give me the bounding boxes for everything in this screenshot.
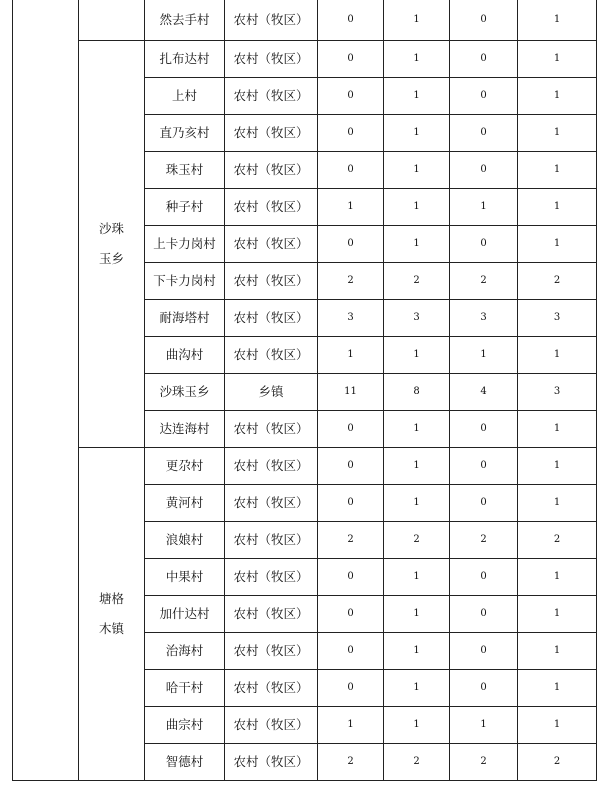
value-cell-1: 0	[318, 485, 384, 522]
area-type-cell: 农村（牧区）	[225, 559, 318, 596]
value-cell-4: 1	[518, 485, 597, 522]
village-name-cell: 种子村	[145, 189, 225, 226]
village-name-cell: 曲沟村	[145, 337, 225, 374]
value-cell-1: 2	[318, 263, 384, 300]
table-row	[13, 0, 597, 41]
value-cell-3: 2	[450, 522, 518, 559]
value-cell-2: 1	[384, 448, 450, 485]
value-cell-2: 1	[384, 596, 450, 633]
value-cell-4: 1	[518, 0, 597, 41]
value-cell-1: 2	[318, 522, 384, 559]
value-cell-3: 0	[450, 670, 518, 707]
value-cell-2: 1	[384, 485, 450, 522]
value-cell-3: 0	[450, 152, 518, 189]
value-cell-4: 1	[518, 707, 597, 744]
area-type-cell: 农村（牧区）	[225, 41, 318, 78]
value-cell-4: 3	[518, 300, 597, 337]
town-cell	[79, 448, 145, 781]
value-cell-1: 1	[318, 337, 384, 374]
village-name-cell: 中果村	[145, 559, 225, 596]
area-type-cell: 农村（牧区）	[225, 115, 318, 152]
value-cell-4: 1	[518, 152, 597, 189]
value-cell-3: 0	[450, 115, 518, 152]
area-type-cell: 农村（牧区）	[225, 78, 318, 115]
value-cell-2: 1	[384, 670, 450, 707]
value-cell-2: 1	[384, 226, 450, 263]
value-cell-2: 1	[384, 633, 450, 670]
value-cell-4: 1	[518, 596, 597, 633]
area-type-cell: 农村（牧区）	[225, 0, 318, 41]
value-cell-3: 0	[450, 41, 518, 78]
value-cell-1: 0	[318, 152, 384, 189]
area-type-cell: 农村（牧区）	[225, 189, 318, 226]
village-name-cell: 曲宗村	[145, 707, 225, 744]
table-row	[13, 448, 597, 485]
area-type-cell: 农村（牧区）	[225, 448, 318, 485]
area-type-cell: 农村（牧区）	[225, 263, 318, 300]
value-cell-2: 3	[384, 300, 450, 337]
town-cell	[79, 0, 145, 41]
value-cell-1: 0	[318, 596, 384, 633]
value-cell-1: 0	[318, 633, 384, 670]
town-name-line: 塘格	[98, 591, 124, 606]
value-cell-4: 1	[518, 670, 597, 707]
value-cell-4: 1	[518, 337, 597, 374]
value-cell-2: 2	[384, 263, 450, 300]
value-cell-3: 0	[450, 448, 518, 485]
value-cell-3: 4	[450, 374, 518, 411]
value-cell-2: 8	[384, 374, 450, 411]
value-cell-1: 0	[318, 670, 384, 707]
value-cell-1: 0	[318, 226, 384, 263]
table-row	[13, 41, 597, 78]
value-cell-1: 1	[318, 189, 384, 226]
area-type-cell: 乡镇	[225, 374, 318, 411]
area-type-cell: 农村（牧区）	[225, 596, 318, 633]
village-name-cell: 更尕村	[145, 448, 225, 485]
village-name-cell: 耐海塔村	[145, 300, 225, 337]
value-cell-1: 0	[318, 448, 384, 485]
value-cell-3: 0	[450, 559, 518, 596]
area-type-cell: 农村（牧区）	[225, 522, 318, 559]
village-name-cell: 下卡力岗村	[145, 263, 225, 300]
value-cell-3: 0	[450, 0, 518, 41]
value-cell-4: 2	[518, 263, 597, 300]
value-cell-4: 1	[518, 633, 597, 670]
village-name-cell: 治海村	[145, 633, 225, 670]
area-type-cell: 农村（牧区）	[225, 744, 318, 781]
village-name-cell: 沙珠玉乡	[145, 374, 225, 411]
village-name-cell: 珠玉村	[145, 152, 225, 189]
village-name-cell: 扎布达村	[145, 41, 225, 78]
village-name-cell: 浪娘村	[145, 522, 225, 559]
value-cell-3: 0	[450, 226, 518, 263]
value-cell-2: 1	[384, 411, 450, 448]
village-name-cell: 然去手村	[145, 0, 225, 41]
area-type-cell: 农村（牧区）	[225, 633, 318, 670]
area-type-cell: 农村（牧区）	[225, 670, 318, 707]
area-type-cell: 农村（牧区）	[225, 152, 318, 189]
village-name-cell: 加什达村	[145, 596, 225, 633]
value-cell-3: 1	[450, 337, 518, 374]
area-type-cell: 农村（牧区）	[225, 485, 318, 522]
village-name-cell: 黄河村	[145, 485, 225, 522]
value-cell-3: 0	[450, 411, 518, 448]
value-cell-3: 2	[450, 744, 518, 781]
value-cell-2: 2	[384, 744, 450, 781]
village-name-cell: 上村	[145, 78, 225, 115]
value-cell-4: 1	[518, 448, 597, 485]
town-name-line: 沙珠	[98, 221, 124, 236]
value-cell-2: 1	[384, 0, 450, 41]
value-cell-3: 3	[450, 300, 518, 337]
village-name-cell: 智德村	[145, 744, 225, 781]
village-name-cell: 哈干村	[145, 670, 225, 707]
value-cell-4: 1	[518, 189, 597, 226]
value-cell-4: 1	[518, 41, 597, 78]
value-cell-2: 1	[384, 115, 450, 152]
area-type-cell: 农村（牧区）	[225, 411, 318, 448]
value-cell-3: 0	[450, 596, 518, 633]
value-cell-2: 1	[384, 337, 450, 374]
village-name-cell: 上卡力岗村	[145, 226, 225, 263]
value-cell-4: 3	[518, 374, 597, 411]
value-cell-1: 3	[318, 300, 384, 337]
value-cell-4: 1	[518, 411, 597, 448]
area-type-cell: 农村（牧区）	[225, 707, 318, 744]
village-name-cell: 达连海村	[145, 411, 225, 448]
value-cell-4: 1	[518, 226, 597, 263]
value-cell-1: 0	[318, 78, 384, 115]
value-cell-2: 1	[384, 41, 450, 78]
value-cell-2: 1	[384, 559, 450, 596]
area-type-cell: 农村（牧区）	[225, 337, 318, 374]
county-cell	[13, 0, 79, 781]
value-cell-1: 0	[318, 115, 384, 152]
value-cell-2: 1	[384, 78, 450, 115]
value-cell-4: 1	[518, 78, 597, 115]
village-name-cell: 直乃亥村	[145, 115, 225, 152]
area-type-cell: 农村（牧区）	[225, 226, 318, 263]
value-cell-4: 1	[518, 115, 597, 152]
value-cell-3: 0	[450, 485, 518, 522]
value-cell-1: 1	[318, 707, 384, 744]
value-cell-1: 0	[318, 41, 384, 78]
value-cell-3: 1	[450, 707, 518, 744]
value-cell-1: 2	[318, 744, 384, 781]
value-cell-1: 0	[318, 559, 384, 596]
value-cell-2: 2	[384, 522, 450, 559]
town-cell	[79, 41, 145, 448]
value-cell-2: 1	[384, 152, 450, 189]
value-cell-3: 1	[450, 189, 518, 226]
town-name-line: 木镇	[98, 621, 124, 636]
value-cell-1: 11	[318, 374, 384, 411]
value-cell-4: 2	[518, 522, 597, 559]
value-cell-3: 0	[450, 633, 518, 670]
value-cell-4: 1	[518, 559, 597, 596]
value-cell-3: 2	[450, 263, 518, 300]
village-table	[12, 0, 597, 781]
value-cell-2: 1	[384, 189, 450, 226]
value-cell-3: 0	[450, 78, 518, 115]
area-type-cell: 农村（牧区）	[225, 300, 318, 337]
value-cell-2: 1	[384, 707, 450, 744]
value-cell-4: 2	[518, 744, 597, 781]
value-cell-1: 0	[318, 0, 384, 41]
value-cell-1: 0	[318, 411, 384, 448]
town-name-line: 玉乡	[98, 251, 124, 266]
table-body	[13, 0, 597, 781]
